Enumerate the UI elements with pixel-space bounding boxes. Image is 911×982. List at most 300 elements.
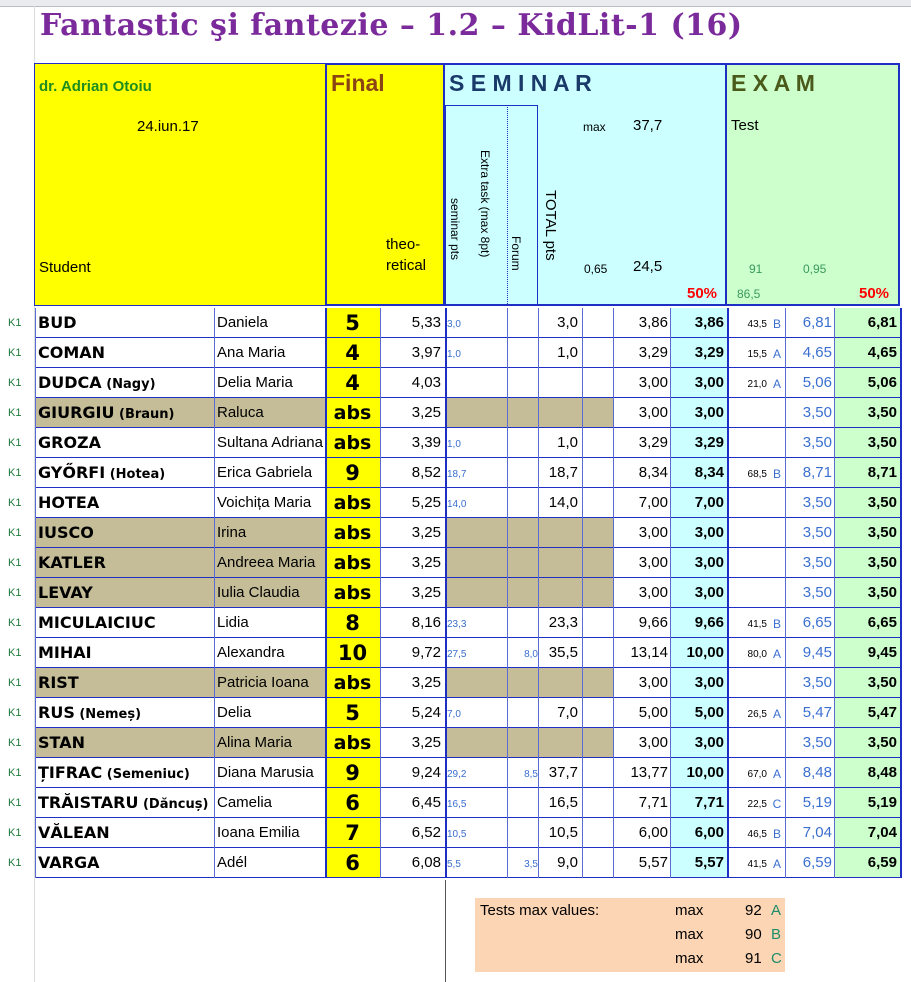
seminar-pts: 14,0	[447, 499, 467, 510]
max-label: max	[583, 120, 606, 134]
seminar-pts	[447, 400, 487, 430]
exam-final: 3,50	[867, 554, 897, 571]
final-header	[325, 63, 445, 306]
col-line	[727, 308, 729, 878]
test-version	[770, 729, 784, 759]
forum-pts: 8,5	[524, 769, 538, 780]
student-first-name: Delia	[217, 704, 252, 721]
final-grade: abs	[333, 732, 372, 754]
last-name: LEVAY	[38, 583, 93, 602]
exam-score: 4,65	[802, 344, 832, 361]
student-first-name: Alexandra	[217, 644, 285, 661]
threshold-value: 24,5	[633, 258, 663, 275]
student-first-name: Iulia Claudia	[217, 584, 300, 601]
seminar-score: 3,86	[638, 314, 668, 331]
forum-pts: 8,0	[524, 649, 538, 660]
tests-max-value: 91	[745, 950, 762, 967]
student-first-name: Alina Maria	[217, 734, 293, 751]
group-code: K1	[8, 347, 22, 359]
group-code: K1	[8, 677, 22, 689]
exam-pct: 50%	[859, 285, 890, 302]
col-line	[214, 308, 215, 878]
test-score	[729, 580, 767, 610]
seminar-score: 3,00	[638, 374, 668, 391]
forum-pts	[508, 820, 538, 850]
total-pts	[538, 548, 578, 578]
test-version: A	[772, 347, 781, 361]
test-version: A	[772, 377, 781, 391]
test-version: B	[772, 317, 781, 331]
total-pts: 16,5	[548, 794, 578, 811]
student-first-name: Lidia	[217, 614, 249, 631]
test-version	[770, 549, 784, 579]
exam-score: 3,50	[802, 674, 832, 691]
test-version: B	[772, 827, 781, 841]
exam-score: 6,81	[802, 314, 832, 331]
seminar-final: 3,00	[694, 374, 724, 391]
student-last-name	[38, 728, 214, 758]
final-grade: 5	[345, 701, 360, 725]
group-code: K1	[8, 857, 22, 869]
test-score	[729, 670, 767, 700]
tests-max-word: max	[675, 950, 704, 967]
exam-final: 8,48	[867, 764, 897, 781]
forum-pts	[508, 490, 538, 520]
student-last-name	[38, 518, 214, 548]
seminar-final: 3,29	[694, 434, 724, 451]
exam-final: 7,04	[867, 824, 897, 841]
seminar-pts-label: seminar pts	[448, 198, 462, 261]
last-name: COMAN	[38, 343, 106, 362]
maiden-name: (Nagy)	[101, 377, 156, 392]
exam-score: 3,50	[802, 404, 832, 421]
final-grade: 6	[345, 851, 360, 875]
student-last-name	[38, 698, 214, 728]
student-last-name	[38, 758, 214, 788]
seminar-score: 3,00	[638, 584, 668, 601]
seminar-final: 5,00	[694, 704, 724, 721]
exam-final: 3,50	[867, 674, 897, 691]
group-code: K1	[8, 767, 22, 779]
theoretical-score: 5,24	[411, 704, 441, 721]
test-version: A	[772, 857, 781, 871]
student-first-name: Delia Maria	[217, 374, 293, 391]
exam-score: 6,65	[802, 614, 832, 631]
exam-score: 8,71	[802, 464, 832, 481]
test-score: 15,5	[747, 349, 767, 360]
seminar-score: 5,00	[638, 704, 668, 721]
last-name: VARGA	[38, 853, 100, 872]
student-last-name	[38, 608, 214, 638]
seminar-pts	[447, 550, 487, 580]
last-name: BUD	[38, 313, 77, 332]
exam-factor: 0,95	[803, 262, 827, 276]
col-line	[785, 308, 786, 878]
test-version: C	[772, 797, 782, 811]
total-pts	[538, 578, 578, 608]
test-score: 41,5	[747, 619, 767, 630]
forum-pts	[508, 670, 538, 700]
test-version	[770, 399, 784, 429]
extra-task-label: Extra task (max 8pt)	[478, 150, 492, 258]
exam-final: 4,65	[867, 344, 897, 361]
seminar-pts: 1,0	[447, 439, 461, 450]
theoretical-score: 5,25	[411, 494, 441, 511]
total-pts: 3,0	[557, 314, 578, 331]
tests-max-word: max	[675, 902, 704, 919]
test-version: A	[772, 707, 781, 721]
maiden-name: (Hotea)	[105, 467, 166, 482]
seminar-score: 3,00	[638, 524, 668, 541]
final-grade: 8	[345, 611, 360, 635]
forum-pts	[508, 700, 538, 730]
test-score	[729, 490, 767, 520]
last-name: GIURGIU	[38, 403, 115, 422]
final-grade: 9	[345, 761, 360, 785]
forum-pts	[508, 460, 538, 490]
col-line	[670, 308, 671, 878]
student-last-name	[38, 428, 214, 458]
last-name: IUSCO	[38, 523, 94, 542]
seminar-score: 8,34	[638, 464, 668, 481]
exam-score: 3,50	[802, 524, 832, 541]
seminar-final: 3,00	[694, 524, 724, 541]
last-name: GYŐRFI	[38, 463, 106, 482]
student-label: Student	[39, 259, 91, 276]
test-label: Test	[731, 117, 759, 134]
total-pts: 9,0	[557, 854, 578, 871]
last-name: MIHAI	[38, 643, 92, 662]
student-first-name: Ioana Emilia	[217, 824, 300, 841]
student-last-name	[38, 788, 214, 818]
seminar-score: 3,00	[638, 554, 668, 571]
test-version: B	[772, 467, 781, 481]
student-first-name: Irina	[217, 524, 247, 541]
final-grade: 4	[345, 371, 360, 395]
final-grade: 5	[345, 311, 360, 335]
group-code: K1	[8, 557, 22, 569]
group-code: K1	[8, 497, 22, 509]
student-first-name: Ana Maria	[217, 344, 286, 361]
seminar-pts: 29,2	[447, 769, 467, 780]
test-score: 80,0	[747, 649, 767, 660]
seminar-pts: 3,0	[447, 319, 461, 330]
total-pts	[538, 728, 578, 758]
total-pts: 7,0	[557, 704, 578, 721]
theoretical-score: 3,25	[411, 404, 441, 421]
total-pts	[538, 668, 578, 698]
group-code: K1	[8, 617, 22, 629]
exam-score: 5,47	[802, 704, 832, 721]
group-code: K1	[8, 407, 22, 419]
total-pts: 35,5	[548, 644, 578, 661]
group-code: K1	[8, 437, 22, 449]
student-first-name: Voichița Maria	[217, 494, 312, 511]
exam-final: 3,50	[867, 404, 897, 421]
seminar-final: 3,00	[694, 584, 724, 601]
last-name: TRĂISTARU	[38, 793, 139, 812]
group-code: K1	[8, 707, 22, 719]
theoretical-score: 6,08	[411, 854, 441, 871]
exam-score: 7,04	[802, 824, 832, 841]
teacher-name: dr. Adrian Otoiu	[39, 78, 152, 95]
final-grade: 7	[345, 821, 360, 845]
exam-final: 5,19	[867, 794, 897, 811]
test-score	[729, 400, 767, 430]
col-line	[538, 308, 539, 878]
theoretical-score: 8,52	[411, 464, 441, 481]
theoretical-score: 3,25	[411, 524, 441, 541]
exam-final: 5,06	[867, 374, 897, 391]
seminar-score: 3,29	[638, 434, 668, 451]
seminar-score: 13,77	[630, 764, 668, 781]
seminar-final: 3,00	[694, 554, 724, 571]
test-score: 43,5	[747, 319, 767, 330]
student-first-name: Raluca	[217, 404, 264, 421]
student-last-name	[38, 638, 214, 668]
forum-pts	[508, 340, 538, 370]
test-version	[770, 669, 784, 699]
test-score	[729, 430, 767, 460]
forum-pts	[508, 550, 538, 580]
seminar-label: S E M I N A R	[449, 70, 592, 96]
test-score: 68,5	[747, 469, 767, 480]
total-pts: 23,3	[548, 614, 578, 631]
final-grade: abs	[333, 582, 372, 604]
exam-final: 3,50	[867, 524, 897, 541]
seminar-pts: 5,5	[447, 859, 461, 870]
forum-pts	[508, 730, 538, 760]
seminar-final: 5,57	[694, 854, 724, 871]
final-grade: 4	[345, 341, 360, 365]
exam-final: 6,81	[867, 314, 897, 331]
seminar-final: 6,00	[694, 824, 724, 841]
forum-pts	[508, 310, 538, 340]
seminar-score: 7,00	[638, 494, 668, 511]
exam-final: 3,50	[867, 494, 897, 511]
theoretical-score: 9,24	[411, 764, 441, 781]
seminar-final: 3,00	[694, 674, 724, 691]
col-line	[613, 308, 614, 878]
student-first-name: Camelia	[217, 794, 273, 811]
final-grade: 10	[337, 641, 368, 665]
exam-score: 3,50	[802, 434, 832, 451]
seminar-final: 7,00	[694, 494, 724, 511]
student-last-name	[38, 398, 214, 428]
final-grade: abs	[333, 432, 372, 454]
test-score: 26,5	[747, 709, 767, 720]
group-code: K1	[8, 527, 22, 539]
exam-score: 3,50	[802, 554, 832, 571]
column-header-strip[interactable]	[0, 0, 911, 7]
last-name: DUDCA	[38, 373, 102, 392]
tests-max-value: 92	[745, 902, 762, 919]
forum-label: Forum	[509, 236, 523, 271]
student-last-name	[38, 578, 214, 608]
final-grade: abs	[333, 492, 372, 514]
student-last-name	[38, 308, 214, 338]
theoretical-score: 3,39	[411, 434, 441, 451]
maiden-name: (Semeniuc)	[102, 767, 190, 782]
group-code: K1	[8, 827, 22, 839]
theoretical-score: 4,03	[411, 374, 441, 391]
forum-pts	[508, 400, 538, 430]
seminar-final: 3,86	[694, 314, 724, 331]
group-code: K1	[8, 467, 22, 479]
forum-pts	[508, 520, 538, 550]
tests-max-value: 90	[745, 926, 762, 943]
exam-final: 9,45	[867, 644, 897, 661]
seminar-pts: 27,5	[447, 649, 467, 660]
exam-score: 6,59	[802, 854, 832, 871]
final-grade: abs	[333, 552, 372, 574]
seminar-pct: 50%	[687, 285, 718, 302]
max-value: 37,7	[633, 117, 663, 134]
total-pts: 14,0	[548, 494, 578, 511]
last-name: HOTEA	[38, 493, 100, 512]
exam-final: 6,65	[867, 614, 897, 631]
last-name: RIST	[38, 673, 79, 692]
student-last-name	[38, 458, 214, 488]
forum-pts	[508, 610, 538, 640]
exam-final: 3,50	[867, 434, 897, 451]
col-line	[900, 308, 902, 878]
date: 24.iun.17	[137, 118, 199, 135]
test-version	[770, 519, 784, 549]
group-code: K1	[8, 317, 22, 329]
group-code: K1	[8, 737, 22, 749]
seminar-pts	[447, 730, 487, 760]
test-score: 21,0	[747, 379, 767, 390]
student-last-name	[38, 488, 214, 518]
student-first-name: Sultana Adriana	[217, 434, 323, 451]
col-line	[325, 308, 327, 878]
total-pts: 18,7	[548, 464, 578, 481]
seminar-final: 7,71	[694, 794, 724, 811]
seminar-pts: 16,5	[447, 799, 467, 810]
final-grade: 6	[345, 791, 360, 815]
seminar-pts: 1,0	[447, 349, 461, 360]
col-line	[380, 308, 381, 878]
seminar-pts: 7,0	[447, 709, 461, 720]
last-name: ȚIFRAC	[38, 763, 103, 782]
forum-pts	[508, 580, 538, 610]
seminar-score: 3,00	[638, 674, 668, 691]
student-first-name: Erica Gabriela	[217, 464, 313, 481]
student-first-name: Adél	[217, 854, 248, 871]
seminar-pts	[447, 370, 487, 400]
seminar-final: 3,00	[694, 734, 724, 751]
last-name: KATLER	[38, 553, 106, 572]
test-score: 41,5	[747, 859, 767, 870]
test-score	[729, 550, 767, 580]
theoretical-score: 3,25	[411, 674, 441, 691]
student-last-name	[38, 338, 214, 368]
col-line	[445, 308, 447, 878]
maiden-name: (Dăncuș)	[138, 797, 209, 812]
forum-pts	[508, 430, 538, 460]
exam-label: E X A M	[731, 70, 815, 96]
tests-max-letter: C	[771, 950, 782, 967]
test-version: A	[772, 647, 781, 661]
exam-score: 3,50	[802, 734, 832, 751]
forum-pts: 3,5	[524, 859, 538, 870]
seminar-pts: 18,7	[447, 469, 467, 480]
last-name: STAN	[38, 733, 85, 752]
test-version	[770, 489, 784, 519]
col-line	[582, 308, 583, 878]
student-last-name	[38, 548, 214, 578]
theoretical-score: 6,52	[411, 824, 441, 841]
group-code: K1	[8, 377, 22, 389]
total-pts	[538, 518, 578, 548]
theoretical-score: 3,25	[411, 734, 441, 751]
theoretical-score: 3,25	[411, 584, 441, 601]
theoretical-score: 5,33	[411, 314, 441, 331]
seminar-pts	[447, 580, 487, 610]
forum-pts	[508, 370, 538, 400]
theoretical-score: 3,25	[411, 554, 441, 571]
seminar-score: 5,57	[638, 854, 668, 871]
student-first-name: Patricia Ioana	[217, 674, 309, 691]
test-version: A	[772, 767, 781, 781]
maiden-name: (Braun)	[114, 407, 175, 422]
total-pts-label: TOTAL pts	[542, 190, 559, 261]
seminar-final: 9,66	[694, 614, 724, 631]
final-grade: 9	[345, 461, 360, 485]
tests-max-letter: A	[771, 902, 782, 919]
exam-score: 9,45	[802, 644, 832, 661]
total-pts	[538, 368, 578, 398]
total-pts: 10,5	[548, 824, 578, 841]
student-last-name	[38, 368, 214, 398]
seminar-score: 7,71	[638, 794, 668, 811]
theoretical-label: theo- retical	[386, 236, 427, 274]
last-name: MICULAICIUC	[38, 613, 156, 632]
seminar-final: 8,34	[694, 464, 724, 481]
exam-final: 5,47	[867, 704, 897, 721]
exam-score: 8,48	[802, 764, 832, 781]
test-score: 22,5	[747, 799, 767, 810]
student-last-name	[38, 818, 214, 848]
test-threshold: 86,5	[737, 287, 761, 301]
test-max: 91	[749, 262, 763, 276]
seminar-pts	[447, 670, 487, 700]
test-version	[770, 579, 784, 609]
sheet-title: Fantastic şi fantezie – 1.2 – KidLit-1 (16)	[40, 8, 743, 43]
total-pts: 37,7	[548, 764, 578, 781]
seminar-score: 3,00	[638, 734, 668, 751]
theoretical-score: 3,97	[411, 344, 441, 361]
last-name: VĂLEAN	[38, 823, 110, 842]
test-score	[729, 730, 767, 760]
maiden-name: (Nemeș)	[74, 707, 142, 722]
exam-score: 5,06	[802, 374, 832, 391]
student-first-name: Diana Marusia	[217, 764, 314, 781]
student-last-name	[38, 668, 214, 698]
group-code: K1	[8, 647, 22, 659]
student-first-name: Andreea Maria	[217, 554, 316, 571]
test-score: 67,0	[747, 769, 767, 780]
exam-final: 3,50	[867, 734, 897, 751]
last-name: RUS	[38, 703, 75, 722]
forum-pts	[508, 790, 538, 820]
factor-value: 0,65	[584, 262, 608, 276]
exam-final: 3,50	[867, 584, 897, 601]
exam-final: 6,59	[867, 854, 897, 871]
seminar-final: 3,00	[694, 404, 724, 421]
test-score: 46,5	[747, 829, 767, 840]
